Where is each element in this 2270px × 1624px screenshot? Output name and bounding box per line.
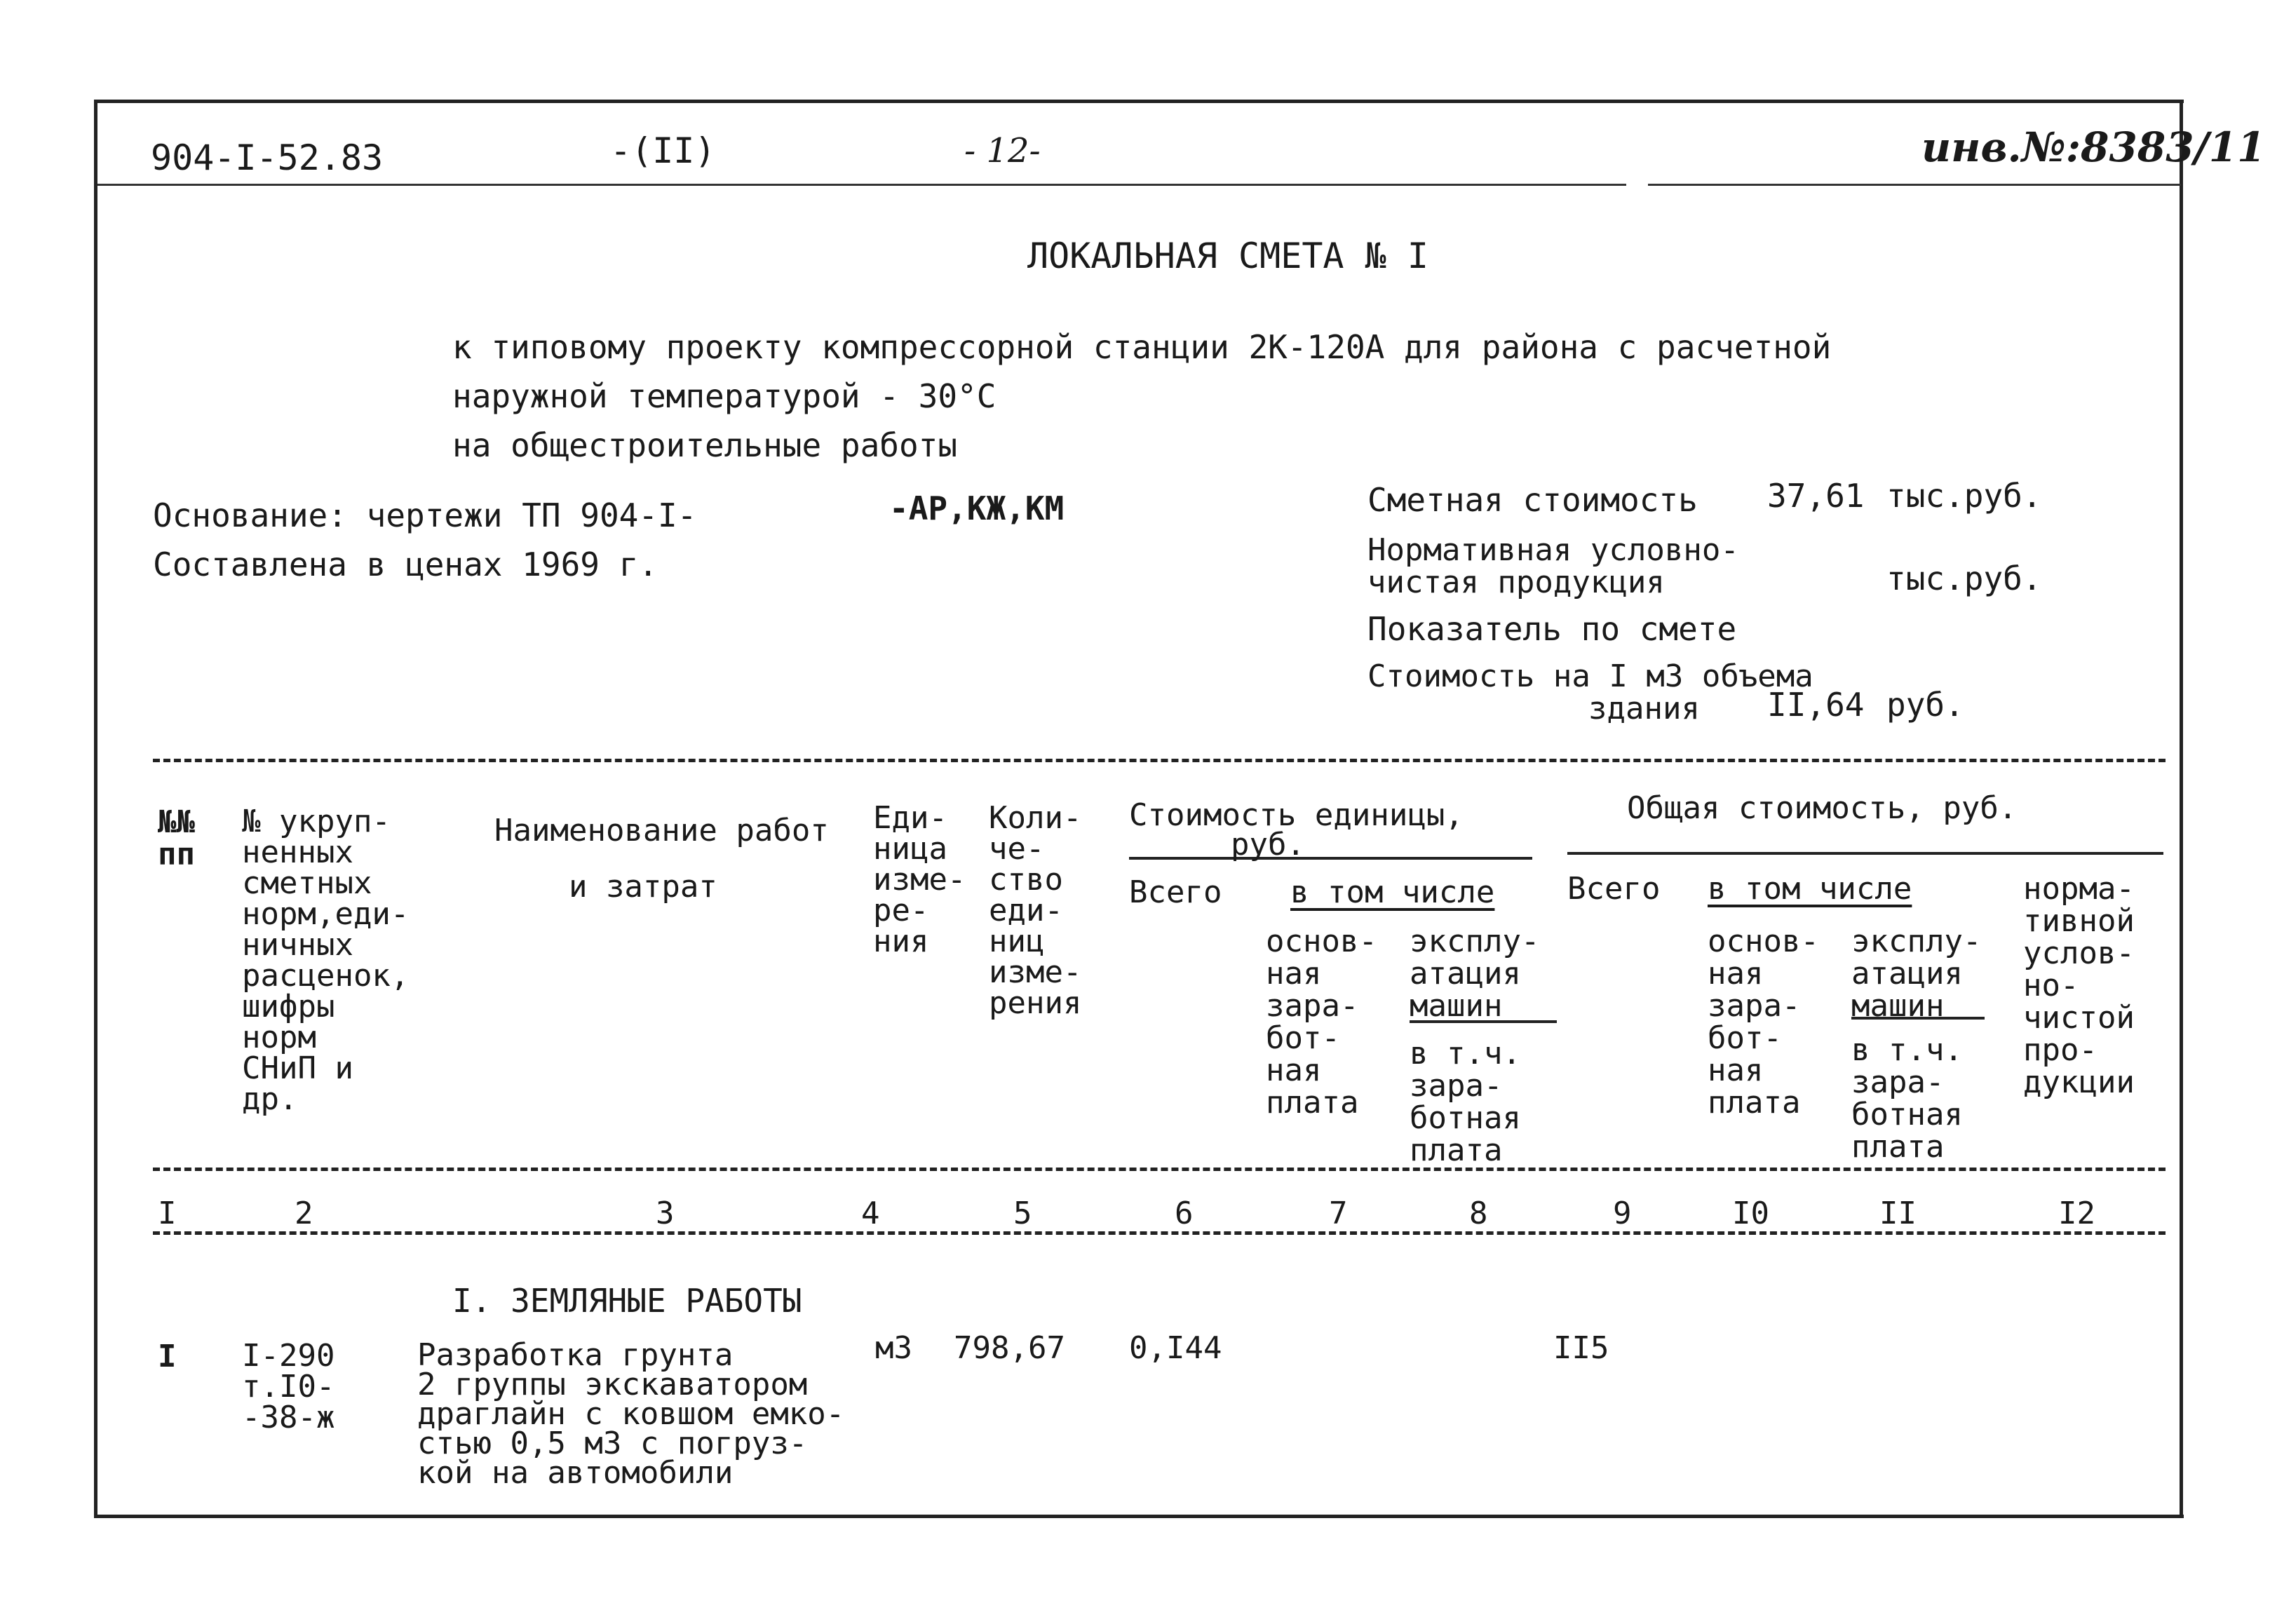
page-title: ЛОКАЛЬНАЯ СМЕТА № I [1027, 236, 1428, 276]
norm-product-label-2: чистая продукция [1367, 564, 1665, 600]
row-1-number: I [158, 1339, 177, 1374]
col-header-norm-code: № укруп- ненных сметных норм,еди- ничных расценок, шифры норм СНиП и др. [242, 804, 410, 1117]
col-header-number: №№ пп [158, 804, 195, 872]
total-machines-rule [1851, 1017, 1985, 1020]
estimated-cost-value: 37,61 [1767, 477, 1865, 515]
col-number-3: 3 [656, 1196, 675, 1231]
section-title: I. ЗЕМЛЯНЫЕ РАБОТЫ [452, 1282, 802, 1320]
frame-right-border [2180, 100, 2183, 1516]
header-rule [97, 184, 1626, 186]
col-number-9: 9 [1613, 1196, 1632, 1231]
cost-per-m3-label-2: здания [1588, 691, 1700, 726]
row-1-unit: м3 [875, 1330, 912, 1366]
col-number-1: I [158, 1196, 177, 1231]
header-rule-right [1648, 184, 2181, 186]
doc-part: -(II) [610, 130, 716, 171]
subtitle-line-3: на общестроительные работы [452, 426, 958, 464]
norm-product-unit: тыс.руб. [1886, 560, 2042, 597]
frame-top-border [94, 100, 2184, 103]
col-number-5: 5 [1013, 1196, 1032, 1231]
subtitle-line-1: к типовому проекту компрессорной станции 2К-120А для района с расчетной [452, 328, 1832, 366]
estimated-cost-label: Сметная стоимость [1367, 481, 1698, 519]
col-number-4: 4 [861, 1196, 880, 1231]
total-cost-total: Всего [1567, 871, 1661, 907]
total-cost-machines: эксплу- атация машин [1851, 923, 1982, 1024]
basis-drawings-suffix: -АР,КЖ,КМ [889, 489, 1065, 527]
unit-cost-header: Стоимость единицы, [1129, 797, 1464, 833]
col-number-8: 8 [1469, 1196, 1488, 1231]
col-number-2: 2 [295, 1196, 313, 1231]
indicator-label: Показатель по смете [1367, 610, 1737, 648]
row-1-work-name: Разработка грунта 2 группы экскаватором драглайн с ковшом емко- стью 0,5 м3 с погруз- кой на автомобили [417, 1337, 845, 1491]
unit-cost-total: Всего [1129, 874, 1222, 910]
doc-code: 904-I-52.83 [151, 137, 384, 178]
row-1-code: I-290 т.I0- -38-ж [242, 1338, 335, 1435]
unit-machines-rule [1410, 1020, 1557, 1023]
total-cost-incl: в том числе [1708, 871, 1912, 907]
subtitle-line-2: наружной температурой - 30°С [452, 377, 996, 415]
frame-bottom-border [94, 1515, 2184, 1518]
estimated-cost-unit: тыс.руб. [1886, 477, 2042, 515]
norm-product-label-1: Нормативная условно- [1367, 532, 1739, 568]
basis-drawings: Основание: чертежи ТП 904-I- [153, 496, 697, 534]
col-header-unit: Еди- ница изме- ре- ния [873, 800, 966, 959]
col-header-work-name: Наименование работ и затрат [494, 813, 829, 905]
frame-left-border [94, 100, 97, 1516]
row-1-quantity: 798,67 [954, 1330, 1065, 1366]
row-1-total-cost: II5 [1553, 1330, 1609, 1366]
col-header-quantity: Коли- че- ство еди- ниц изме- рения [989, 800, 1082, 1021]
col-number-6: 6 [1175, 1196, 1194, 1231]
cost-per-m3-label-1: Стоимость на I м3 объема [1367, 658, 1813, 694]
unit-cost-header-unit: руб. [1231, 827, 1305, 862]
total-norm-product: норма- тивной услов- но- чистой про- дукции [2023, 871, 2135, 1100]
col-number-11: II [1879, 1196, 1917, 1231]
total-cost-machine-wage: в т.ч. зара- ботная плата [1851, 1032, 1963, 1165]
unit-cost-incl: в том числе [1290, 874, 1495, 910]
total-cost-header: Общая стоимость, руб. [1627, 790, 2018, 826]
col-number-12: I2 [2058, 1196, 2095, 1231]
cost-per-m3-unit: руб. [1886, 686, 1964, 724]
inventory-number: инв.№:8383/11 [1921, 123, 2266, 171]
col-number-10: I0 [1732, 1196, 1769, 1231]
page-number: - 12- [964, 131, 1041, 170]
col-number-7: 7 [1329, 1196, 1348, 1231]
row-1-unit-cost: 0,I44 [1129, 1330, 1222, 1366]
unit-cost-header-rule [1129, 857, 1532, 860]
total-cost-wage: основ- ная зара- бот- ная плата [1708, 923, 1819, 1121]
unit-cost-machine-wage: в т.ч. зара- ботная плата [1410, 1036, 1521, 1168]
total-cost-header-rule [1567, 852, 2163, 855]
basis-prices: Составлена в ценах 1969 г. [153, 546, 658, 583]
column-numbers-rule [153, 1231, 2166, 1235]
table-header-bottom-rule [153, 1168, 2166, 1171]
unit-cost-wage: основ- ная зара- бот- ная плата [1266, 923, 1377, 1121]
table-top-rule [153, 759, 2166, 762]
cost-per-m3-value: II,64 [1767, 686, 1865, 724]
unit-cost-machines: эксплу- атация машин [1410, 923, 1540, 1024]
